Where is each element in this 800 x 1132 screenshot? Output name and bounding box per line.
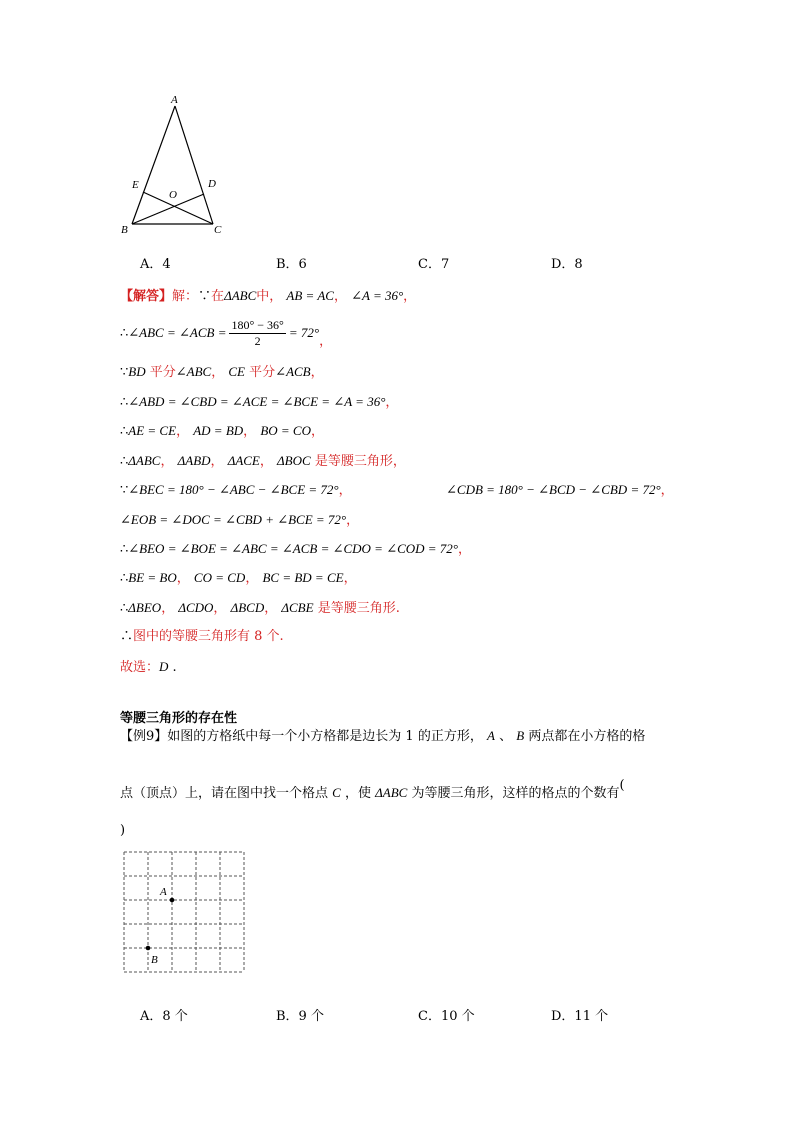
segment-ce <box>143 192 213 224</box>
point-a <box>170 898 175 903</box>
side-ac <box>175 106 213 224</box>
label-b: B <box>121 224 128 236</box>
grid-label-b: B <box>151 954 158 966</box>
q8-option-d[interactable]: D．8 <box>551 257 583 272</box>
solution-line-7: ∵∠BEC = 180° − ∠ABC − ∠BCE = 72°， ∠CDB = 180° − ∠BCD − ∠CBD = 72°， <box>120 482 674 498</box>
solution-line-5: ∴AE = CE， AD = BD， BO = CO， <box>120 423 324 439</box>
side-ab <box>132 106 175 224</box>
q8-option-b[interactable]: B．6 <box>276 257 307 272</box>
solution-line-9: ∴∠BEO = ∠BOE = ∠ABC = ∠ACB = ∠CDO = ∠COD = 72°， <box>120 541 472 557</box>
example9-label: 【例9】 <box>120 729 168 744</box>
example9-line-3: ) <box>120 823 126 838</box>
label-c: C <box>214 224 222 236</box>
solution-line-11: ∴ΔBEO， ΔCDO， ΔBCD， ΔCBE 是等腰三角形. <box>120 600 400 616</box>
segment-bd <box>132 194 204 224</box>
solution-line-8: ∠EOB = ∠DOC = ∠CBD + ∠BCE = 72°， <box>120 512 360 528</box>
example9-line-2: 点（顶点）上，请在图中找一个格点 C ，使 ΔABC 为等腰三角形，这样的格点的个数有( <box>120 778 625 801</box>
grid-figure <box>120 848 250 976</box>
triangle-figure <box>115 90 235 238</box>
q9-option-d[interactable]: D．11 个 <box>551 1009 609 1024</box>
label-e: E <box>132 179 139 191</box>
q8-option-a[interactable]: A．4 <box>140 257 171 272</box>
q8-option-c[interactable]: C．7 <box>418 257 450 272</box>
section-heading: 等腰三角形的存在性 <box>120 711 238 726</box>
grid-label-a: A <box>160 886 167 898</box>
solution-line-10: ∴BE = BO， CO = CD， BC = BD = CE， <box>120 570 357 586</box>
solution-line-2: ∴∠ABC = ∠ACB = $\frac{180^\circ - 36^\circ}{2}$ = 72°， <box>120 318 333 349</box>
label-a: A <box>171 94 178 106</box>
q9-option-b[interactable]: B．9 个 <box>276 1009 324 1024</box>
fraction: $\frac{180^\circ - 36^\circ}{2}$ <box>231 318 284 348</box>
q9-option-a[interactable]: A．8 个 <box>140 1009 188 1024</box>
solution-line-3: ∵BD 平分∠ABC， CE 平分∠ACB， <box>120 364 324 380</box>
solution-line-13: 故选：D . <box>120 659 177 675</box>
solution-line-6: ∴ΔABC， ΔABD， ΔACE， ΔBOC 是等腰三角形， <box>120 453 406 469</box>
answer-label: 【解答】 <box>120 289 173 304</box>
solution-line-12: ∴图中的等腰三角形有 8 个. <box>120 629 284 644</box>
point-b <box>146 946 151 951</box>
solution-line-4: ∴∠ABD = ∠CBD = ∠ACE = ∠BCE = ∠A = 36°， <box>120 394 399 410</box>
label-o: O <box>169 189 177 201</box>
example9-line-1: 【例9】如图的方格纸中每一个小方格都是边长为 1 的正方形， A 、 B 两点都在小方格的格 <box>120 728 646 744</box>
label-d: D <box>208 178 216 190</box>
q9-option-c[interactable]: C．10 个 <box>418 1009 475 1024</box>
solution-line-1: 【解答】解：∵在ΔABC中， AB = AC， ∠A = 36°， <box>120 288 417 304</box>
